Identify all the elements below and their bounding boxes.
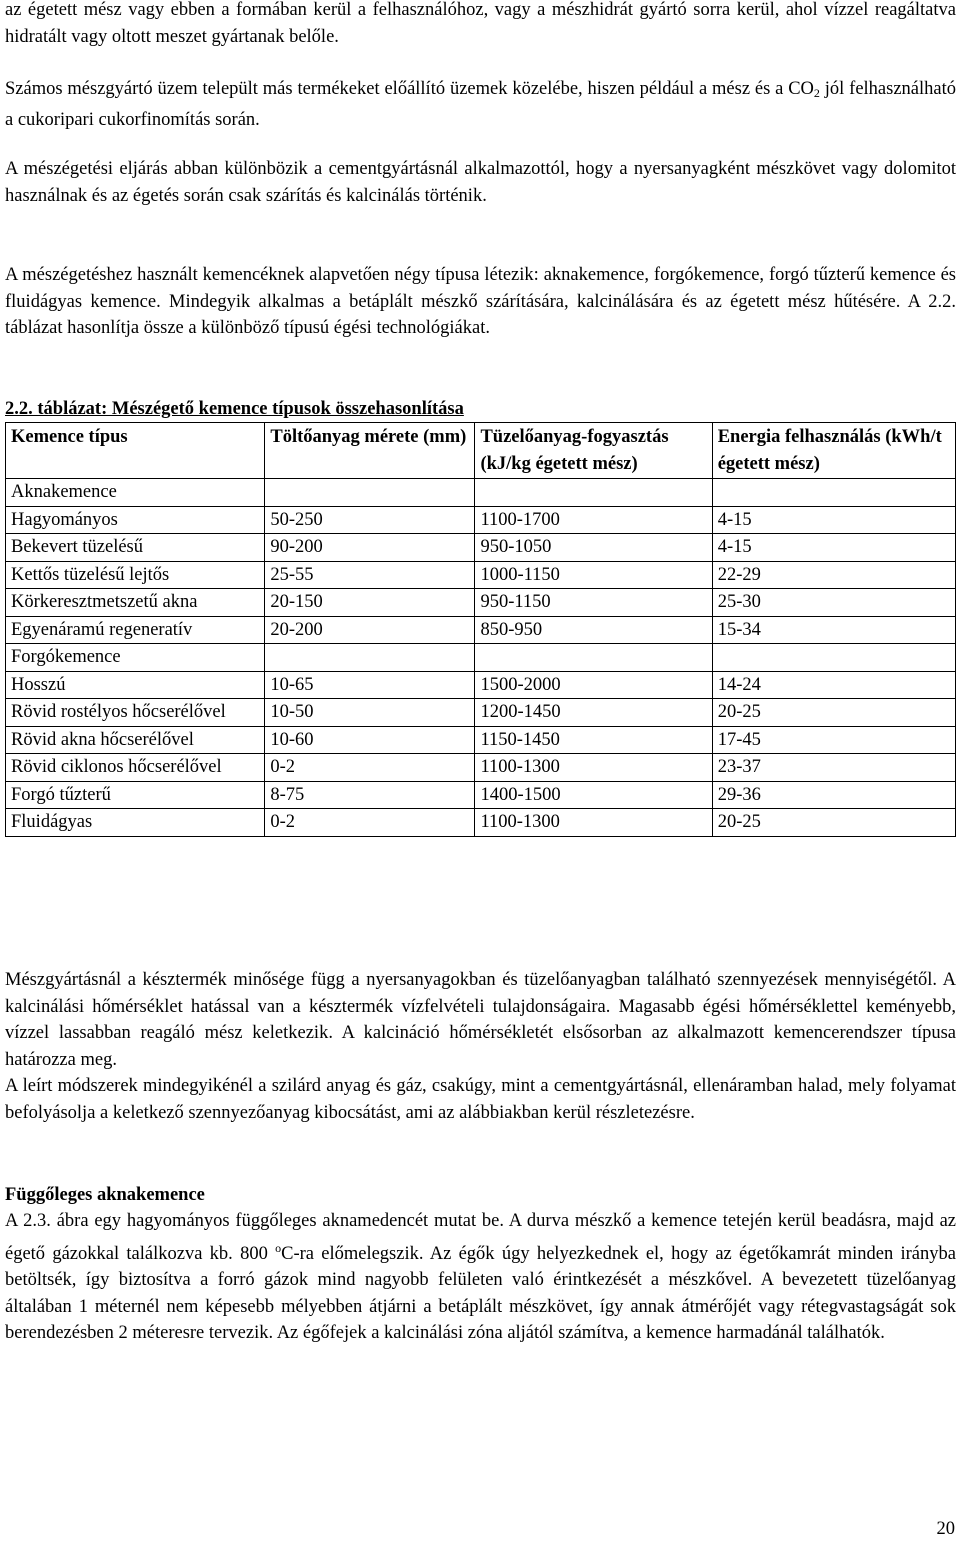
table-cell: 15-34 — [712, 616, 955, 644]
table-cell: 4-15 — [712, 506, 955, 534]
subscript: 2 — [813, 86, 820, 100]
table-cell: Bekevert tüzelésű — [6, 534, 265, 562]
column-header: Tüzelőanyag-fogyasztás (kJ/kg égetett mész) — [475, 423, 712, 479]
table-cell — [475, 479, 712, 507]
table-cell: 20-200 — [265, 616, 475, 644]
paragraph-shaft-kiln — [5, 1208, 956, 1347]
table-cell: 950-1150 — [475, 589, 712, 617]
table-cell: 850-950 — [475, 616, 712, 644]
table-cell: 50-250 — [265, 506, 475, 534]
table-cell — [265, 644, 475, 672]
table-cell: 20-150 — [265, 589, 475, 617]
table-cell: Egyenáramú regeneratív — [6, 616, 265, 644]
table-row — [6, 699, 956, 727]
table-row — [6, 589, 956, 617]
table-cell: 1200-1450 — [475, 699, 712, 727]
table-cell: 1100-1300 — [475, 754, 712, 782]
table-cell: Forgó tűzterű — [6, 781, 265, 809]
column-header: Kemence típus — [6, 423, 265, 479]
paragraph-text: jól felhasználható a cukoripari cukorfinomítás során. — [5, 79, 956, 130]
table-row — [6, 616, 956, 644]
table-header-row — [6, 423, 956, 479]
table-cell: 17-45 — [712, 726, 955, 754]
table-cell: 10-50 — [265, 699, 475, 727]
paragraph-text: Számos mészgyártó üzem települt más termékeket előállító üzemek közelébe, hiszen például a mész és a CO — [5, 79, 814, 99]
table-cell: 0-2 — [265, 754, 475, 782]
table-row — [6, 479, 956, 507]
paragraph-kiln-types: A mészégetéshez használt kemencéknek alapvetően négy típusa létezik: aknakemence, forgókemence, forgó tűzterű kemence és fluidágyas kemence. Mindegyik alkalmas a betáplált mészkő szárítására, kalcinálására és az égetett mész hűtésére. A 2.2. táblázat hasonlítja össze a különböző típusú égési technológiákat. — [5, 265, 956, 338]
table-row — [6, 754, 956, 782]
table-cell: 1500-2000 — [475, 671, 712, 699]
table-cell: Körkeresztmetszetű akna — [6, 589, 265, 617]
table-cell: Rövid rostélyos hőcserélővel — [6, 699, 265, 727]
table-cell — [712, 479, 955, 507]
table-cell — [265, 479, 475, 507]
table-cell: 23-37 — [712, 754, 955, 782]
table-cell: Hosszú — [6, 671, 265, 699]
table-cell: Fluidágyas — [6, 809, 265, 837]
table-cell: 10-65 — [265, 671, 475, 699]
column-header: Töltőanyag mérete (mm) — [265, 423, 475, 479]
table-row — [6, 726, 956, 754]
table-row — [6, 809, 956, 837]
table-row — [6, 561, 956, 589]
table-cell: 10-60 — [265, 726, 475, 754]
table-cell — [475, 644, 712, 672]
superscript: o — [275, 1240, 282, 1255]
table-cell: 90-200 — [265, 534, 475, 562]
table-row — [6, 534, 956, 562]
table-cell: Rövid ciklonos hőcserélővel — [6, 754, 265, 782]
table-cell: 20-25 — [712, 809, 955, 837]
paragraph-lime-plants — [5, 76, 956, 133]
kiln-comparison-table — [5, 422, 956, 837]
table-cell: Kettős tüzelésű lejtős — [6, 561, 265, 589]
table-cell: 1150-1450 — [475, 726, 712, 754]
paragraph-text: A leírt módszerek mindegyikénél a szilárd anyag és gáz, csakúgy, mint a cementgyártásnál, ellenáramban halad, mely folyamat befolyásolja a keletkező szennyezőanyag kibocsátást, ami az alábbiakban kerül részletezésre. — [5, 1076, 956, 1123]
table-cell: 1100-1700 — [475, 506, 712, 534]
paragraph-product-quality — [5, 967, 956, 1126]
page-number: 20 — [936, 1519, 955, 1539]
table-cell: 4-15 — [712, 534, 955, 562]
table-row — [6, 671, 956, 699]
table-cell: 950-1050 — [475, 534, 712, 562]
table-row — [6, 781, 956, 809]
paragraph-lime-use: az égetett mész vagy ebben a formában kerül a felhasználóhoz, vagy a mészhidrát gyártó sorra kerül, ahol vízzel reagáltatva hidratált vagy oltott meszet gyártanak belőle. — [5, 0, 956, 47]
table-body — [6, 479, 956, 837]
table-cell: Hagyományos — [6, 506, 265, 534]
table-cell: Rövid akna hőcserélővel — [6, 726, 265, 754]
table-cell: 25-55 — [265, 561, 475, 589]
section-heading: Függőleges aknakemence — [5, 1185, 205, 1205]
table-cell: 0-2 — [265, 809, 475, 837]
table-cell: 1400-1500 — [475, 781, 712, 809]
table-cell — [712, 644, 955, 672]
table-cell: 22-29 — [712, 561, 955, 589]
table-cell: 8-75 — [265, 781, 475, 809]
column-header: Energia felhasználás (kWh/t égetett mész) — [712, 423, 955, 479]
table-cell: 1100-1300 — [475, 809, 712, 837]
table-cell: 25-30 — [712, 589, 955, 617]
paragraph-process-difference: A mészégetési eljárás abban különbözik a cementgyártásnál alkalmazottól, hogy a nyersanyagként mészkövet vagy dolomitot használnak és az égetés során csak szárítás és kalcinálás történik. — [5, 159, 956, 206]
table-cell: 29-36 — [712, 781, 955, 809]
paragraph-text: Mészgyártásnál a késztermék minősége függ a nyersanyagokban és tüzelőanyagban található szennyezések mennyiségétől. A kalcinálási hőmérséklet hatással van a késztermék vízfelvételi tulajdonságaira. Magasabb égési hőmérséklettel keményebb, vízzel lassabban reagáló mész keletkezik. A kalcináció hőmérsékletét elsősorban az alkalmazott kemencerendszer típusa határozza meg. — [5, 970, 956, 1070]
table-cell: Forgókemence — [6, 644, 265, 672]
table-cell: 20-25 — [712, 699, 955, 727]
table-caption: 2.2. táblázat: Mészégető kemence típusok összehasonlítása — [5, 399, 464, 419]
table-cell: 14-24 — [712, 671, 955, 699]
table-cell: Aknakemence — [6, 479, 265, 507]
table-cell: 1000-1150 — [475, 561, 712, 589]
table-row — [6, 506, 956, 534]
paragraph-text: A 2.3. ábra egy hagyományos függőleges aknamedencét mutat be. A durva mészkő a kemence tetején kerül beadásra, majd az égető gázokkal találkozva kb. 800 — [5, 1211, 956, 1264]
table-row — [6, 644, 956, 672]
paragraph-text: C-ra előmelegszik. Az égők úgy helyezkednek el, hogy az égetőkamrát minden irányba betöltsék, így biztosítva a forró gázok mind nagyobb felületen való érintkezését a mészkővel. A bevezetett tüzelőanyag általában 1 méternél nem képesebb mélyebben átjárni a betáplált mészkövet, így annak átmérőjét vagy rétegvastagságát sok berendezésben 2 méteresre tervezik. Az égőfejek a kalcinálási zóna aljától számítva, a kemence harmadánál találhatók. — [5, 1243, 956, 1343]
